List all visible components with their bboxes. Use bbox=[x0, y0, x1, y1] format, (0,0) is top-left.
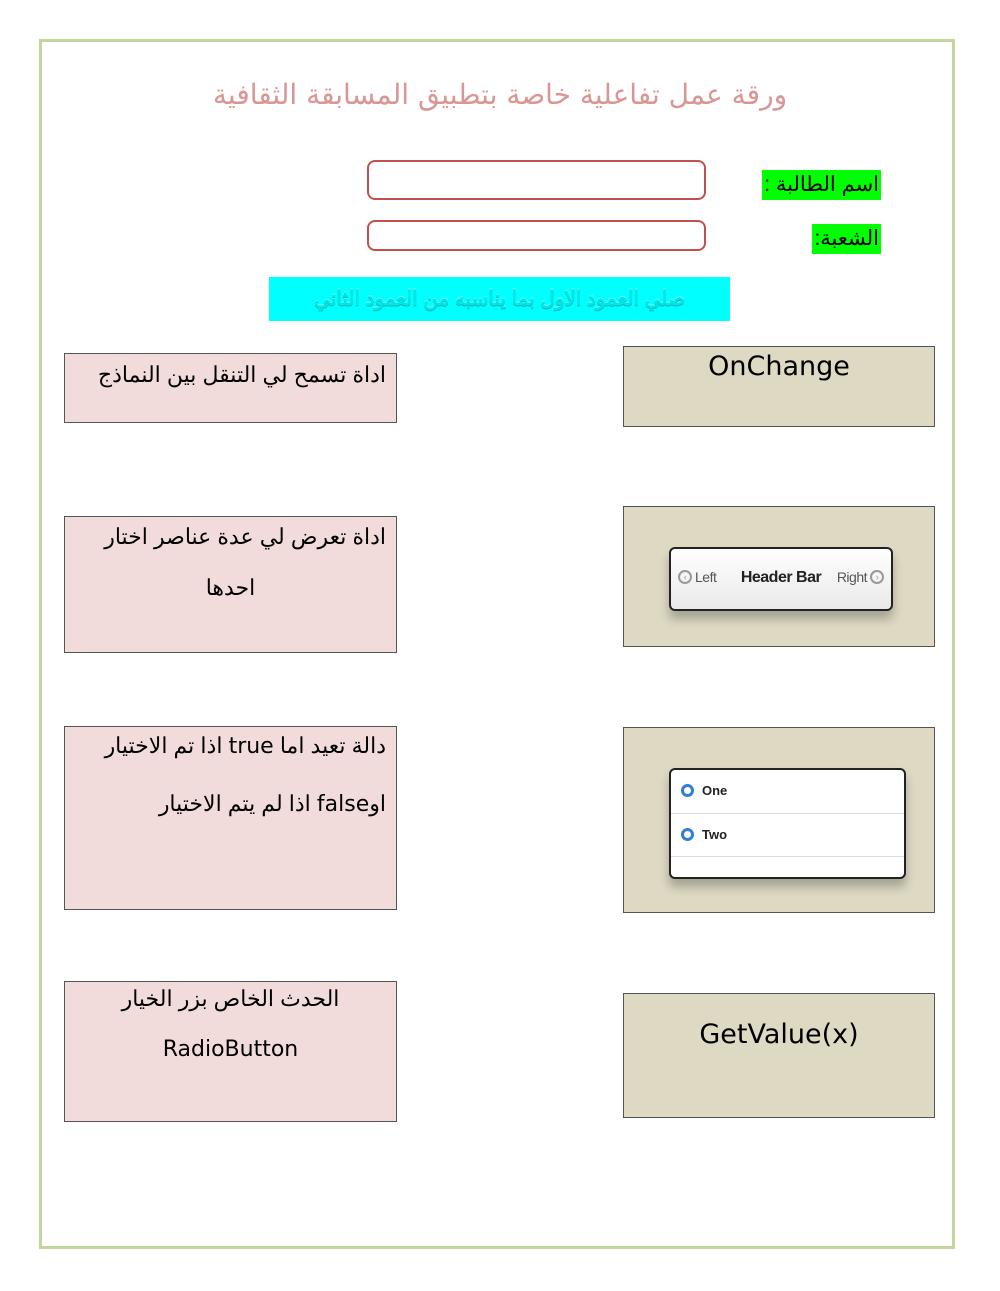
question-box-2[interactable] bbox=[64, 516, 397, 653]
answer-1-text: OnChange bbox=[708, 351, 850, 382]
radio-icon bbox=[681, 784, 694, 797]
right-nav bbox=[837, 569, 884, 585]
question-3-prefix: دالة تعيد اما bbox=[273, 733, 386, 758]
student-name-input[interactable] bbox=[367, 160, 706, 200]
question-3-line-2 bbox=[75, 784, 386, 825]
right-arrow-icon: › bbox=[870, 570, 884, 584]
radio-option-two bbox=[671, 814, 904, 855]
radio-icon bbox=[681, 828, 694, 841]
question-3-line-1 bbox=[75, 729, 386, 764]
answer-box-1[interactable] bbox=[623, 346, 935, 427]
answer-4-text: GetValue(x) bbox=[699, 1019, 859, 1050]
section-input[interactable] bbox=[367, 220, 706, 251]
false-keyword: false bbox=[316, 792, 370, 817]
radio-separator bbox=[671, 856, 904, 857]
question-box-1[interactable] bbox=[64, 353, 397, 423]
radio-option-one bbox=[671, 770, 904, 811]
question-4-line-1: الحدث الخاص بزر الخيار bbox=[121, 986, 340, 1011]
instruction-banner: صلي العمود الاول بما يناسبه من العمود الثاني bbox=[269, 277, 730, 321]
question-3-suffix: اذا تم الاختيار bbox=[104, 733, 229, 758]
question-4-line-2: RadioButton bbox=[162, 1037, 299, 1062]
question-1-text: اداة تسمح لي التنقل بين النماذج bbox=[97, 362, 386, 387]
answer-box-4[interactable] bbox=[623, 993, 935, 1118]
true-keyword: true bbox=[228, 734, 274, 759]
question-2-line-1: اداة تعرض لي عدة عناصر اختار bbox=[104, 524, 386, 549]
question-2-line-2: احدها bbox=[205, 575, 256, 600]
right-label: Right bbox=[836, 569, 867, 585]
worksheet-title: ورقة عمل تفاعلية خاصة بتطبيق المسابقة الثقافية bbox=[212, 78, 788, 111]
question-box-4[interactable] bbox=[64, 981, 397, 1122]
header-bar-title: Header Bar bbox=[740, 569, 822, 586]
left-arrow-icon: ‹ bbox=[678, 570, 692, 584]
answer-box-3[interactable] bbox=[623, 727, 935, 913]
radio-list-widget bbox=[669, 768, 906, 879]
radio-option-one-label: One bbox=[702, 783, 728, 798]
header-bar-widget bbox=[669, 547, 893, 611]
answer-box-2[interactable] bbox=[623, 506, 935, 647]
question-box-3[interactable] bbox=[64, 726, 397, 910]
student-name-label: اسم الطالبة : bbox=[762, 170, 881, 200]
question-3-line-2-suffix: اذا لم يتم الاختيار bbox=[158, 791, 317, 816]
radio-option-two-label: Two bbox=[702, 827, 728, 842]
question-3-line-2-prefix: او bbox=[369, 791, 386, 816]
section-label: الشعبة: bbox=[812, 224, 881, 254]
left-label: Left bbox=[695, 569, 717, 585]
